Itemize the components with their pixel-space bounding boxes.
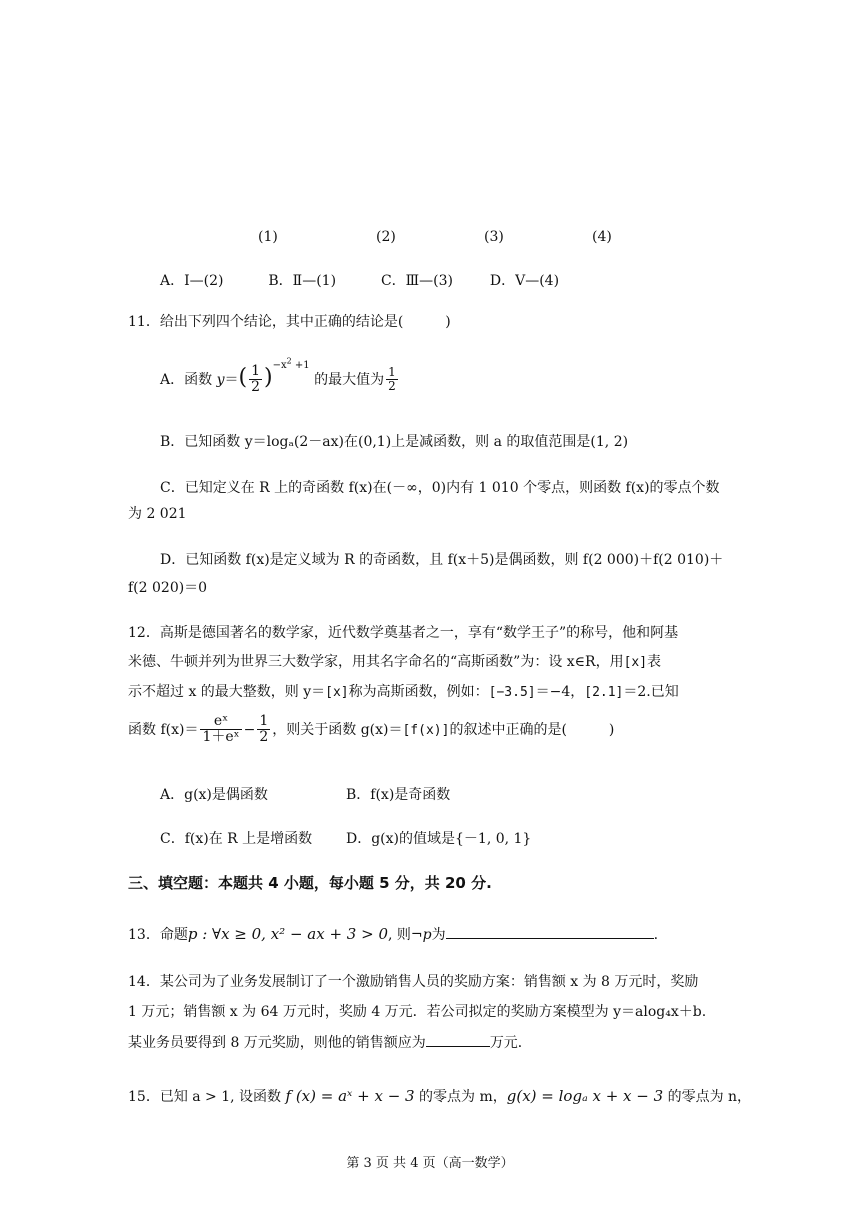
q14-line3: [128, 1032, 532, 1052]
q11-a-y: y: [216, 371, 225, 388]
q11-a-exponent: [272, 356, 310, 372]
q12-line3-a: 示不超过 x 的最大整数，则 y＝: [128, 684, 326, 700]
section-heading: 三、填空题：本题共 4 小题，每小题 5 分，共 20 分.: [128, 874, 492, 892]
q13-mid: , 则: [388, 927, 411, 943]
q12-frac-exp: [200, 714, 241, 746]
q11-a-exp-sq: 2: [286, 356, 292, 366]
figure-caption-2: (2): [376, 229, 396, 245]
q12-frac2-den: 2: [259, 729, 269, 746]
q10-option-b: B．Ⅱ—(1): [268, 273, 337, 289]
q13: [128, 924, 658, 944]
q12-line3: [128, 682, 770, 703]
q13-formula: p : ∀x ≥ 0, x² − ax + 3 > 0: [187, 925, 388, 943]
q11-a-half-den: 2: [251, 379, 260, 396]
figure-caption-3: (3): [484, 229, 504, 245]
q12-option-d: D．g(x)的值域是{－1, 0, 1}: [346, 831, 532, 847]
figure-caption-4: (4): [592, 229, 612, 245]
q12-line4-tail: 的叙述中正确的是( ): [449, 721, 615, 738]
q12-line2: [128, 652, 770, 673]
q12-frac1-num: eˣ: [200, 714, 241, 730]
figure-caption-1: (1): [258, 229, 278, 245]
q12-line2-c: 表: [647, 654, 662, 670]
q11-a-exp: −x: [272, 360, 287, 372]
q12-option-c: C．f(x)在 R 上是增函数: [160, 831, 313, 847]
q11-a-post: 的最大值为: [309, 371, 385, 388]
q12-option-b: B．f(x)是奇函数: [346, 787, 451, 803]
paren-close: ): [264, 364, 273, 390]
q14-line2: 1 万元；销售额 x 为 64 万元时，奖励 4 万元．若公司拟定的奖励方案模型为 y＝alog₄x＋b.: [128, 1004, 707, 1020]
q10-option-c: C．Ⅲ—(3): [380, 273, 453, 289]
q10-options: [160, 270, 559, 290]
q14-line3-pre: 某业务员要得到 8 万元奖励，则他的销售额应为: [128, 1035, 426, 1051]
q11-option-d-line2: f(2 020)＝0: [128, 580, 208, 596]
q12-line3-b: [x]: [325, 685, 349, 700]
q15: [128, 1086, 751, 1106]
q14-line1: 14．某公司为了业务发展制订了一个激励销售人员的奖励方案：销售额 x 为 8 万元时，奖励: [128, 974, 699, 990]
q15-f: f (x) = aˣ + x − 3: [285, 1087, 415, 1105]
q12-frac2-num: 1: [259, 713, 269, 729]
q12-line3-e: ＝−4，: [535, 684, 585, 700]
q13-end: .: [653, 927, 659, 943]
q12-line1: 12．高斯是德国著名的数学家，近代数学奠基者之一，享有“数学王子”的称号，他和阿基: [128, 625, 679, 641]
q13-pre: 13．命题: [128, 927, 188, 943]
q12-line3-g: ＝2.已知: [623, 684, 679, 700]
q11-a-prefix: A．函数: [160, 371, 217, 388]
q11-option-d-line1: D．已知函数 f(x)是定义域为 R 的奇函数，且 f(x＋5)是偶函数，则 f(2 000)＋f(2 010)＋: [160, 552, 724, 568]
q11-a-ans-num: 1: [388, 365, 396, 380]
q11-option-c-line1: C．已知定义在 R 上的奇函数 f(x)在(－∞，0)内有 1 010 个零点，则函数 f(x)的零点个数: [160, 480, 720, 496]
q11-a-half: [249, 364, 262, 396]
q11-option-a: [160, 356, 400, 396]
q13-answer-blank[interactable]: [446, 924, 654, 939]
q12-frac-half: [257, 714, 270, 746]
q10-option-a: A．Ⅰ—(2): [160, 273, 224, 289]
q12-line3-d: [−3.5]: [488, 685, 536, 700]
q11-option-b: B．已知函数 y＝logₐ(2－ax)在(0,1)上是减函数，则 a 的取值范围是(1, 2): [160, 434, 629, 450]
q12-line2-bracket: [x]: [623, 655, 648, 670]
q12-line2-a: 米德、牛顿并列为世界三大数学家，用其名字命名的“高斯函数”为：设 x∈R，用: [128, 654, 624, 670]
q12-line3-c: 称为高斯函数，例如：: [348, 684, 489, 700]
q14-line3-post: 万元．: [489, 1035, 532, 1051]
q12-line4-bracket: [f(x)]: [402, 722, 450, 738]
q13-negp: ¬p: [410, 927, 432, 943]
q11-option-c-line2: 为 2 021: [128, 506, 187, 522]
q10-option-d: D．Ⅴ—(4): [489, 273, 560, 289]
q15-mid: 的零点为 m，: [414, 1089, 507, 1105]
q12-line4-pre: 函数 f(x)＝: [128, 721, 199, 738]
q11-a-exp-tail: +1: [291, 360, 310, 372]
q12-line4-post: ，则关于函数 g(x)＝: [272, 721, 403, 738]
paren-open: (: [238, 364, 248, 390]
q11-a-eq: ＝: [224, 371, 239, 388]
q15-post: 的零点为 n，: [663, 1089, 752, 1105]
q12-line3-f: [2.1]: [584, 685, 624, 700]
q13-post: 为: [431, 927, 446, 943]
q11-a-ans-den: 2: [388, 379, 396, 394]
q12-line4: [128, 714, 614, 746]
q12-minus: −: [243, 721, 256, 738]
q11-a-answer: [386, 366, 398, 393]
q15-pre: 15．已知 a > 1, 设函数: [128, 1089, 286, 1105]
q12-frac1-den: 1＋eˣ: [202, 729, 240, 746]
q12-option-a: A．g(x)是偶函数: [160, 787, 268, 803]
q11-a-half-num: 1: [251, 363, 260, 379]
page-footer: 第 3 页 共 4 页（高一数学）: [346, 1156, 514, 1171]
q11-stem: 11．给出下列四个结论，其中正确的结论是( ): [128, 314, 451, 330]
q14-answer-blank[interactable]: [426, 1032, 490, 1047]
q15-g: g(x) = logₐ x + x − 3: [506, 1087, 664, 1105]
